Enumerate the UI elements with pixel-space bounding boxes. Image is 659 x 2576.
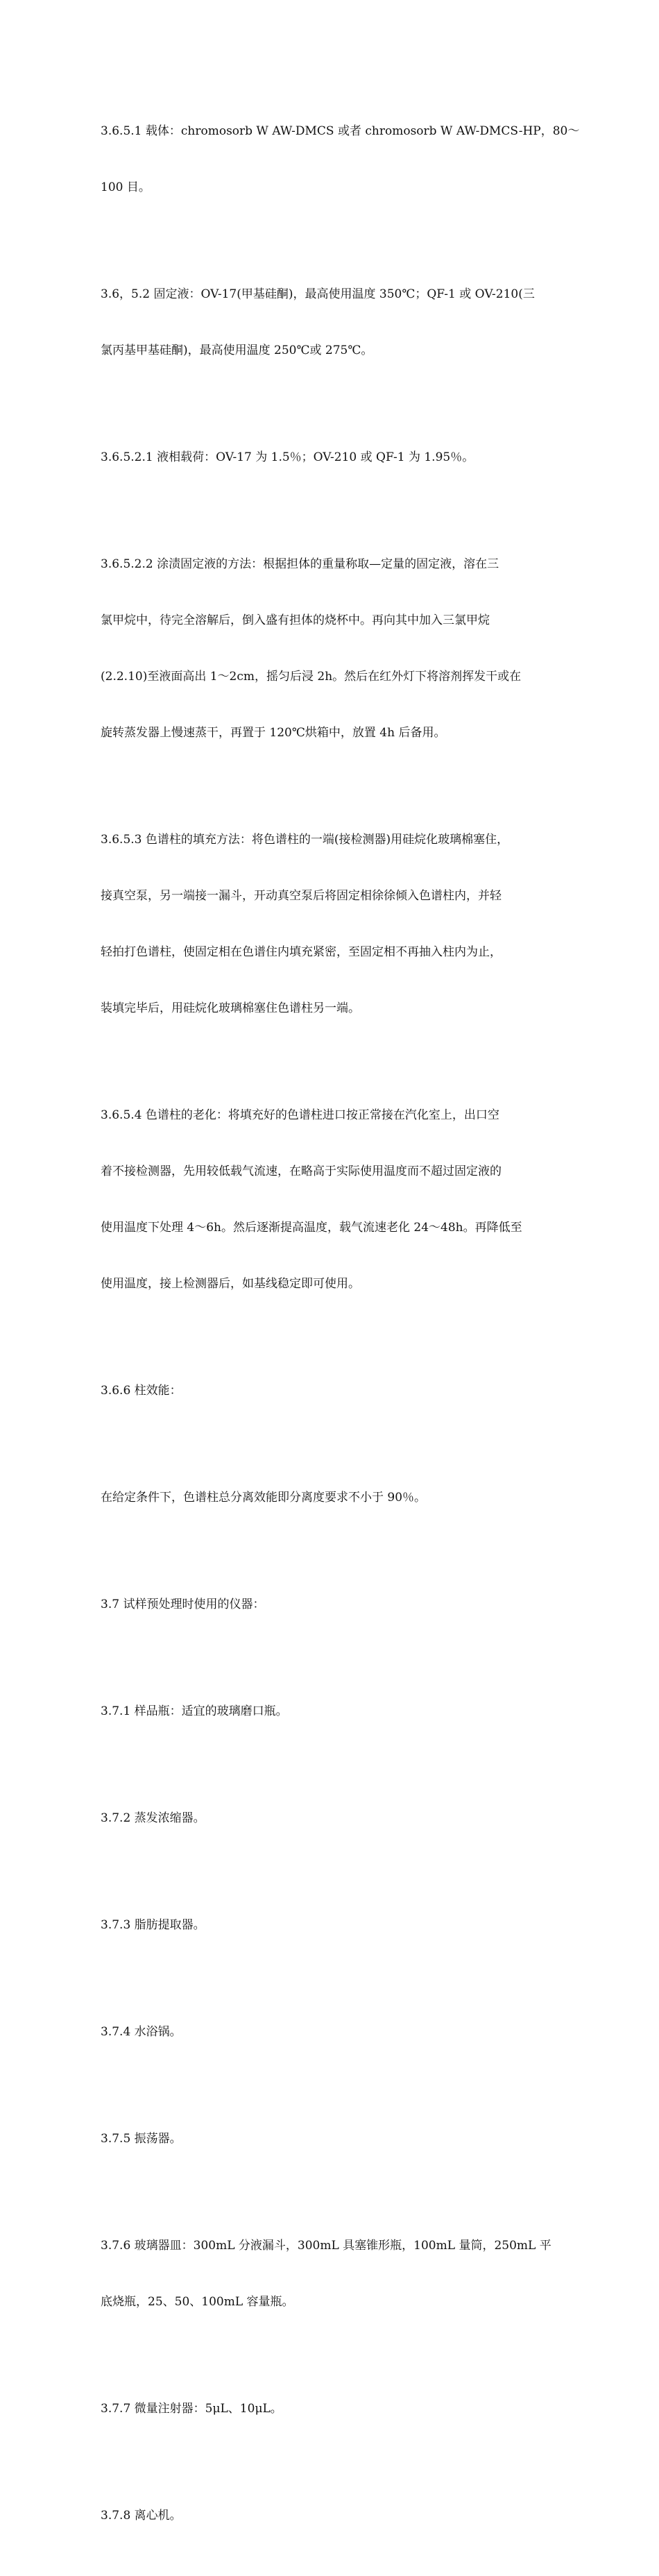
document-body <box>101 85 580 2576</box>
paragraph <box>101 793 562 1056</box>
text-line: 在给定条件下，色谱柱总分离效能即分离度要求不小于 90％。 <box>101 1491 427 1505</box>
paragraph <box>101 1879 562 1972</box>
text-line: 3.7.3 脂肪提取器。 <box>101 1918 205 1932</box>
paragraph <box>101 1772 562 1865</box>
paragraph <box>101 85 580 235</box>
text-line: 3.7.7 微量注射器：5μL、10μL。 <box>101 2402 282 2416</box>
text-line: 使用温度，接上检测器后，如基线稳定即可使用。 <box>101 1277 360 1291</box>
text-line: 3.7.5 振荡器。 <box>101 2132 182 2146</box>
text-line: 3.7.8 离心机。 <box>101 2509 182 2523</box>
paragraph <box>101 2362 562 2456</box>
text-line: 氯丙基甲基硅酮)，最高使用温度 250℃或 275℃。 <box>101 344 373 357</box>
text-line: 3.7.6 玻璃器皿：300mL 分液漏斗，300mL 具塞锥形瓶，100mL 量筒，250mL 平 <box>101 2239 551 2253</box>
text-line: 3.6.5.2.1 液相载荷：OV-17 为 1.5％；OV-210 或 QF-1 为 1.95％。 <box>101 450 474 464</box>
text-line: 接真空泵，另一端接一漏斗，开动真空泵后将固定相徐徐倾入色谱柱内，并轻 <box>101 889 502 903</box>
text-line: 3.6.5.1 载体：chromosorb W AW-DMCS 或者 chromosorb W AW-DMCS-HP，80～ <box>101 124 580 138</box>
text-line: 3.6.6 柱效能： <box>101 1384 182 1398</box>
text-line: 使用温度下处理 4～6h。然后逐渐提高温度，载气流速老化 24～48h。再降低至 <box>101 1221 522 1235</box>
text-line: (2.2.10)至液面高出 1～2cm，摇匀后浸 2h。然后在红外灯下将溶剂挥发干或在 <box>101 670 522 684</box>
text-line: 3.7.1 样品瓶：适宜的玻璃磨口瓶。 <box>101 1704 288 1718</box>
paragraph <box>101 411 562 505</box>
paragraph <box>101 1558 562 1652</box>
text-line: 底烧瓶，25、50、100mL 容量瓶。 <box>101 2295 294 2309</box>
paragraph <box>101 1451 562 1545</box>
paragraph <box>101 1069 562 1331</box>
text-line: 旋转蒸发器上慢速蒸干，再置于 120℃烘箱中，放置 4h 后备用。 <box>101 726 446 740</box>
text-line: 3.7.4 水浴锅。 <box>101 2025 182 2039</box>
text-line: 轻拍打色谱柱，使固定相在色谱住内填充紧密，至固定相不再抽入柱内为止， <box>101 945 502 959</box>
paragraph <box>101 2469 562 2563</box>
text-line: 3.6.5.3 色谱柱的填充方法：将色谱柱的一端(接检测器)用硅烷化玻璃棉塞住， <box>101 833 509 847</box>
text-line: 3.6，5.2 固定液：OV-17(甲基硅酮)，最高使用温度 350℃；QF-1 或 OV-210(三 <box>101 287 535 301</box>
text-line: 100 目。 <box>101 180 151 194</box>
paragraph <box>101 1665 562 1759</box>
paragraph <box>101 248 562 398</box>
paragraph <box>101 1985 562 2079</box>
text-line: 3.7 试样预处理时使用的仪器： <box>101 1598 265 1611</box>
paragraph <box>101 1344 562 1438</box>
text-line: 3.6.5.2.2 涂渍固定液的方法：根据担体的重量称取—定量的固定液，溶在三 <box>101 557 499 571</box>
text-line: 氯甲烷中，待完全溶解后，倒入盛有担体的烧杯中。再向其中加入三氯甲烷 <box>101 613 490 627</box>
paragraph <box>101 2199 562 2349</box>
text-line: 装填完毕后，用硅烷化玻璃棉塞住色谱柱另一端。 <box>101 1001 360 1015</box>
text-line: 3.7.2 蒸发浓缩器。 <box>101 1811 205 1825</box>
paragraph <box>101 518 562 780</box>
paragraph <box>101 2092 562 2186</box>
text-line: 着不接检测器，先用较低载气流速，在略高于实际使用温度而不超过固定液的 <box>101 1164 502 1178</box>
text-line: 3.6.5.4 色谱柱的老化：将填充好的色谱柱进口按正常接在汽化室上，出口空 <box>101 1108 499 1122</box>
